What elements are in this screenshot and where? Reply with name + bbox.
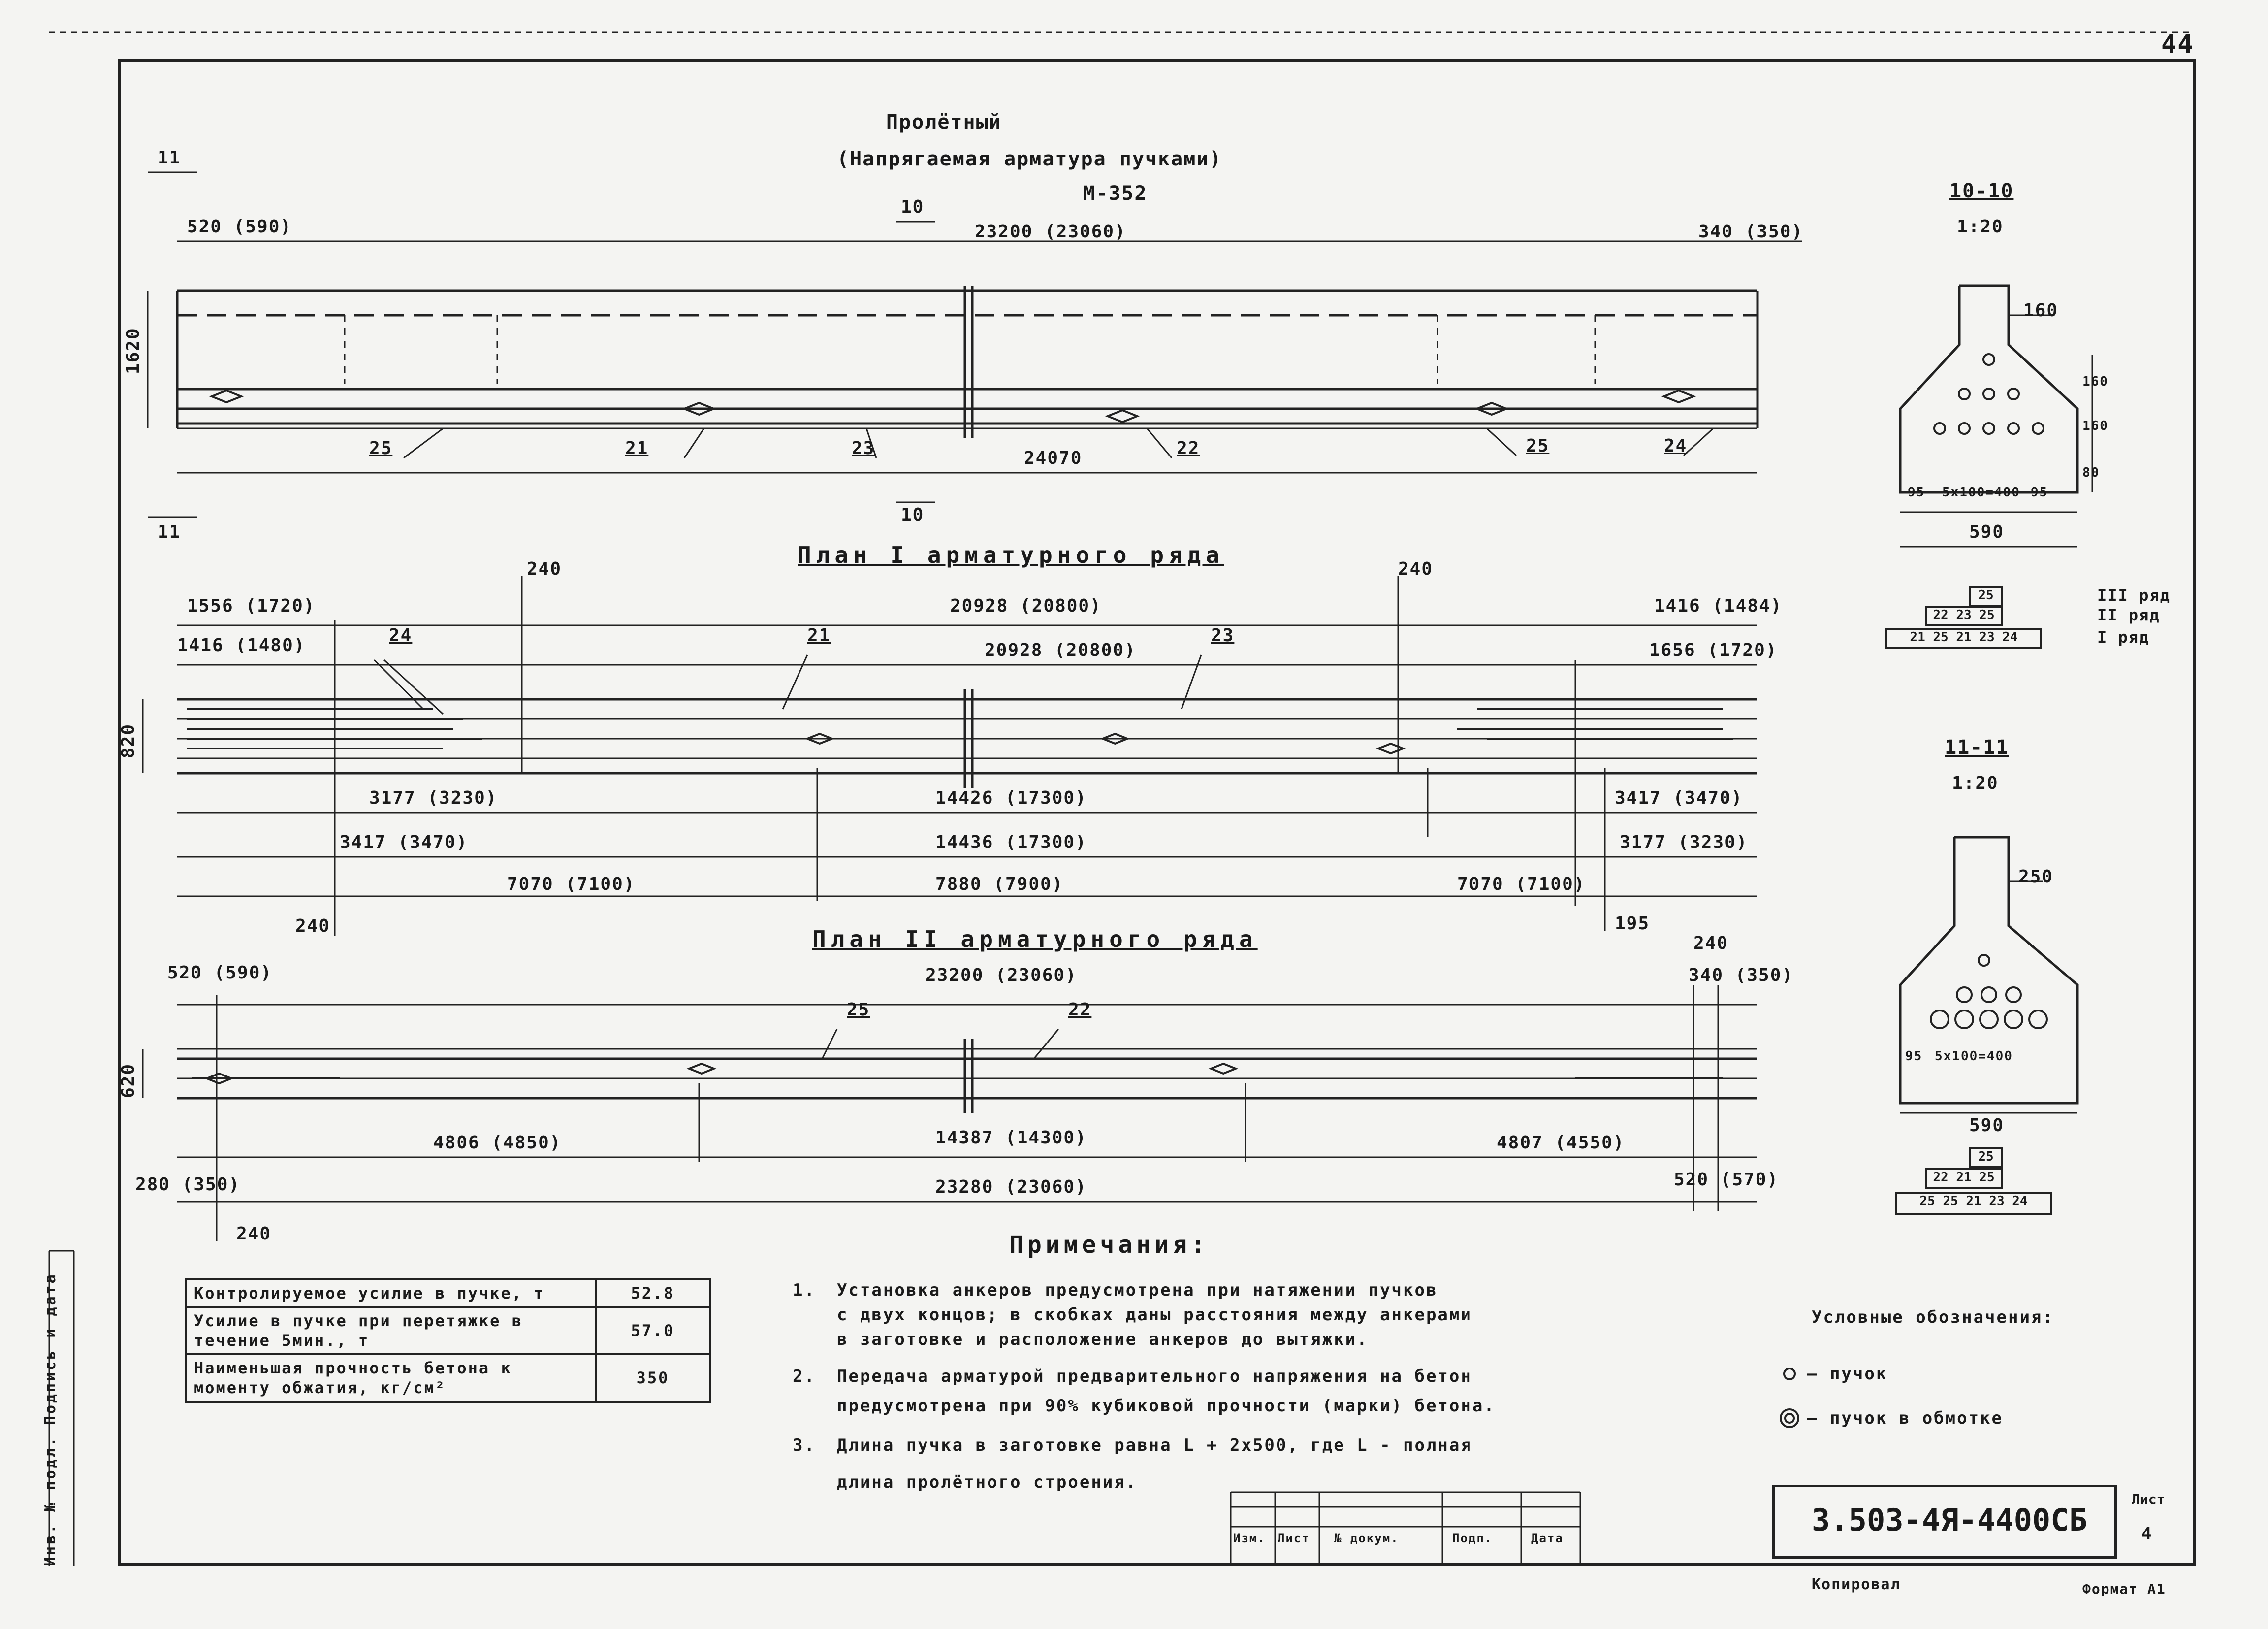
elev-pos-label: 23 bbox=[852, 438, 875, 458]
elev-dim-bottom: 24070 bbox=[1024, 448, 1083, 468]
plan1-dim-14426: 14426 (17300) bbox=[935, 788, 1087, 808]
elev-pos-label: 22 bbox=[1177, 438, 1200, 458]
legend-bundle-wrapped: — пучок в обмотке bbox=[1807, 1408, 2003, 1428]
section10-row-II: 22 23 25 bbox=[1925, 606, 2003, 626]
note-1: Установка анкеров предусмотрена при натяжении пучков bbox=[837, 1280, 1438, 1300]
plan1-dim-240: 240 bbox=[1398, 559, 1434, 579]
plan1-dim-1416-right: 1416 (1484) bbox=[1654, 596, 1783, 616]
table-row bbox=[186, 1279, 710, 1307]
section10-dim-80: 80 bbox=[2082, 465, 2100, 480]
section10-dim-160c: 160 bbox=[2082, 419, 2108, 433]
plan2-dim-240-bottom: 240 bbox=[236, 1224, 272, 1244]
plan1-dim-20928-top: 20928 (20800) bbox=[950, 596, 1102, 616]
plan2-dim-280: 280 (350) bbox=[135, 1174, 241, 1195]
plan2-dim-4807: 4807 (4550) bbox=[1497, 1133, 1625, 1153]
stamp-sign: Подп. bbox=[1452, 1531, 1493, 1545]
note-1-line3: в заготовке и расположение анкеров до вытяжки. bbox=[837, 1330, 1369, 1349]
stamp-rev: Изм. bbox=[1233, 1531, 1266, 1545]
plan1-dim-3417: 3417 (3470) bbox=[340, 832, 468, 852]
drawing-code: 3.503-4Я-4400СБ bbox=[1812, 1502, 2087, 1538]
plan2-width: 620 bbox=[118, 1063, 138, 1098]
section-mark-11-bottom: 11 bbox=[158, 522, 181, 542]
section11-row-III: 25 bbox=[1969, 1147, 2003, 1168]
section11-dim-bottom: 5x100=400 bbox=[1935, 1049, 2013, 1064]
section10-row-label-I: I ряд bbox=[2097, 628, 2150, 647]
param-value: 57.0 bbox=[596, 1307, 710, 1354]
section10-dim-95-left: 95 bbox=[1908, 485, 1925, 500]
section10-dim-160: 160 bbox=[2023, 300, 2059, 321]
table-row bbox=[186, 1307, 710, 1354]
plan2-dim-520-right: 520 (570) bbox=[1674, 1170, 1779, 1190]
section11-row-II: 22 21 25 bbox=[1925, 1168, 2003, 1189]
elev-pos-label: 25 bbox=[369, 438, 393, 458]
note-2-line2: предусмотрена при 90% кубиковой прочности (марки) бетона. bbox=[837, 1396, 1496, 1416]
footer-copied: Копировал bbox=[1812, 1576, 1901, 1593]
note-1-line2: с двух концов; в скобках даны расстояния между анкерами bbox=[837, 1305, 1472, 1325]
plan1-width: 820 bbox=[118, 723, 138, 758]
section10-row-label-II: II ряд bbox=[2097, 606, 2160, 624]
section10-row-label-III: III ряд bbox=[2097, 586, 2171, 605]
plan1-dim-14436: 14436 (17300) bbox=[935, 832, 1087, 852]
note-2: Передача арматурой предварительного напряжения на бетон bbox=[837, 1367, 1472, 1386]
plan1-dim-240: 240 bbox=[527, 559, 562, 579]
elev-dim-left: 520 (590) bbox=[187, 217, 292, 237]
section-mark-11-top: 11 bbox=[158, 148, 181, 168]
plan2-dim-14387: 14387 (14300) bbox=[935, 1128, 1087, 1148]
sheet-label: Лист bbox=[2132, 1491, 2165, 1507]
section10-title: 10-10 bbox=[1949, 180, 2014, 202]
elev-pos-label: 25 bbox=[1526, 436, 1550, 456]
section10-dim-95-right: 95 bbox=[2031, 485, 2048, 500]
section11-title: 11-11 bbox=[1945, 736, 2009, 759]
note-3: Длина пучка в заготовке равна L + 2x500, где L - полная bbox=[837, 1435, 1472, 1455]
page-number: 44 bbox=[2161, 30, 2194, 59]
param-label: Наименьшая прочность бетона к моменту обжатия, кг/см² bbox=[186, 1354, 596, 1402]
plan1-dim-7880: 7880 (7900) bbox=[935, 874, 1064, 894]
plan2-title: План II арматурного ряда bbox=[812, 926, 1258, 952]
plan1-dim-240-bottom: 240 bbox=[295, 916, 331, 936]
param-label: Контролируемое усилие в пучке, т bbox=[186, 1279, 596, 1307]
plan1-dim-3417-right: 3417 (3470) bbox=[1615, 788, 1743, 808]
plan1-pos-21: 21 bbox=[807, 625, 831, 646]
section10-dim-160b: 160 bbox=[2082, 374, 2108, 389]
section10-row-III: 25 bbox=[1969, 586, 2003, 607]
header-title: Пролётный bbox=[886, 111, 1002, 133]
param-label: Усилие в пучке при перетяжке в течение 5мин., т bbox=[186, 1307, 596, 1354]
elev-dim-height: 1620 bbox=[123, 327, 143, 374]
plan2-pos-25: 25 bbox=[847, 1000, 870, 1020]
note-3-number: 3. bbox=[793, 1435, 816, 1455]
elev-pos-label: 21 bbox=[625, 438, 649, 458]
plan1-pos-23: 23 bbox=[1211, 625, 1235, 646]
header-subtitle: (Напрягаемая арматура пучками) bbox=[837, 148, 1222, 170]
elev-dim-right: 340 (350) bbox=[1698, 222, 1804, 242]
elev-dim-main: 23200 (23060) bbox=[975, 222, 1126, 242]
elev-pos-label: 24 bbox=[1664, 436, 1688, 456]
sheet-number: 4 bbox=[2141, 1524, 2152, 1544]
plan2-dim-4806: 4806 (4850) bbox=[433, 1133, 562, 1153]
plan1-pos-24: 24 bbox=[389, 625, 413, 646]
section10-width: 590 bbox=[1969, 522, 2005, 542]
section-mark-10-top: 10 bbox=[901, 197, 925, 217]
plan1-dim-7070: 7070 (7100) bbox=[507, 874, 636, 894]
plan1-dim-20928: 20928 (20800) bbox=[985, 640, 1136, 660]
footer-format: Формат А1 bbox=[2082, 1581, 2166, 1597]
plan2-dim-520: 520 (590) bbox=[167, 963, 273, 983]
section10-row-I: 21 25 21 23 24 bbox=[1885, 628, 2042, 649]
section11-dim-95: 95 bbox=[1905, 1049, 1923, 1064]
plan2-pos-22: 22 bbox=[1068, 1000, 1092, 1020]
note-1-number: 1. bbox=[793, 1280, 816, 1300]
plan2-dim-340: 340 (350) bbox=[1689, 965, 1794, 985]
parameters-table bbox=[185, 1278, 711, 1403]
plan2-dim-23280: 23280 (23060) bbox=[935, 1177, 1087, 1197]
legend-title: Условные обозначения: bbox=[1812, 1307, 2054, 1327]
section-mark-10-bottom: 10 bbox=[901, 505, 925, 525]
param-value: 350 bbox=[596, 1354, 710, 1402]
plan2-dim-240: 240 bbox=[1693, 933, 1729, 953]
section11-row-I: 25 25 21 23 24 bbox=[1895, 1192, 2052, 1215]
plan1-dim-1556: 1556 (1720) bbox=[187, 596, 316, 616]
plan1-dim-1656-right: 1656 (1720) bbox=[1649, 640, 1778, 660]
plan2-dim-23200: 23200 (23060) bbox=[926, 965, 1077, 985]
stamp-sheet: Лист bbox=[1278, 1531, 1310, 1545]
section10-dim-bottom: 5x100=400 bbox=[1942, 485, 2020, 500]
header-mark: М-352 bbox=[1083, 182, 1148, 205]
plan1-dim-7070-right: 7070 (7100) bbox=[1457, 874, 1586, 894]
note-2-number: 2. bbox=[793, 1367, 816, 1386]
sidebar-inventory-text: Инв. № подл. Подпись и дата bbox=[42, 1272, 59, 1566]
section11-width: 590 bbox=[1969, 1115, 2005, 1136]
section11-dim-250: 250 bbox=[2018, 867, 2054, 887]
plan1-dim-3177: 3177 (3230) bbox=[369, 788, 498, 808]
plan1-dim-195: 195 bbox=[1615, 913, 1650, 934]
plan1-title: План I арматурного ряда bbox=[798, 542, 1224, 568]
plan1-dim-1416: 1416 (1480) bbox=[177, 635, 306, 655]
notes-title: Примечания: bbox=[1009, 1231, 1209, 1259]
note-3-line2: длина пролётного строения. bbox=[837, 1472, 1138, 1492]
plan1-dim-3177-right: 3177 (3230) bbox=[1620, 832, 1748, 852]
stamp-date: Дата bbox=[1531, 1531, 1564, 1545]
stamp-docnum: № докум. bbox=[1334, 1531, 1399, 1545]
section11-scale: 1:20 bbox=[1952, 773, 1999, 793]
section10-scale: 1:20 bbox=[1957, 217, 2004, 237]
table-row bbox=[186, 1354, 710, 1402]
legend-bundle: — пучок bbox=[1807, 1364, 1888, 1384]
param-value: 52.8 bbox=[596, 1279, 710, 1307]
